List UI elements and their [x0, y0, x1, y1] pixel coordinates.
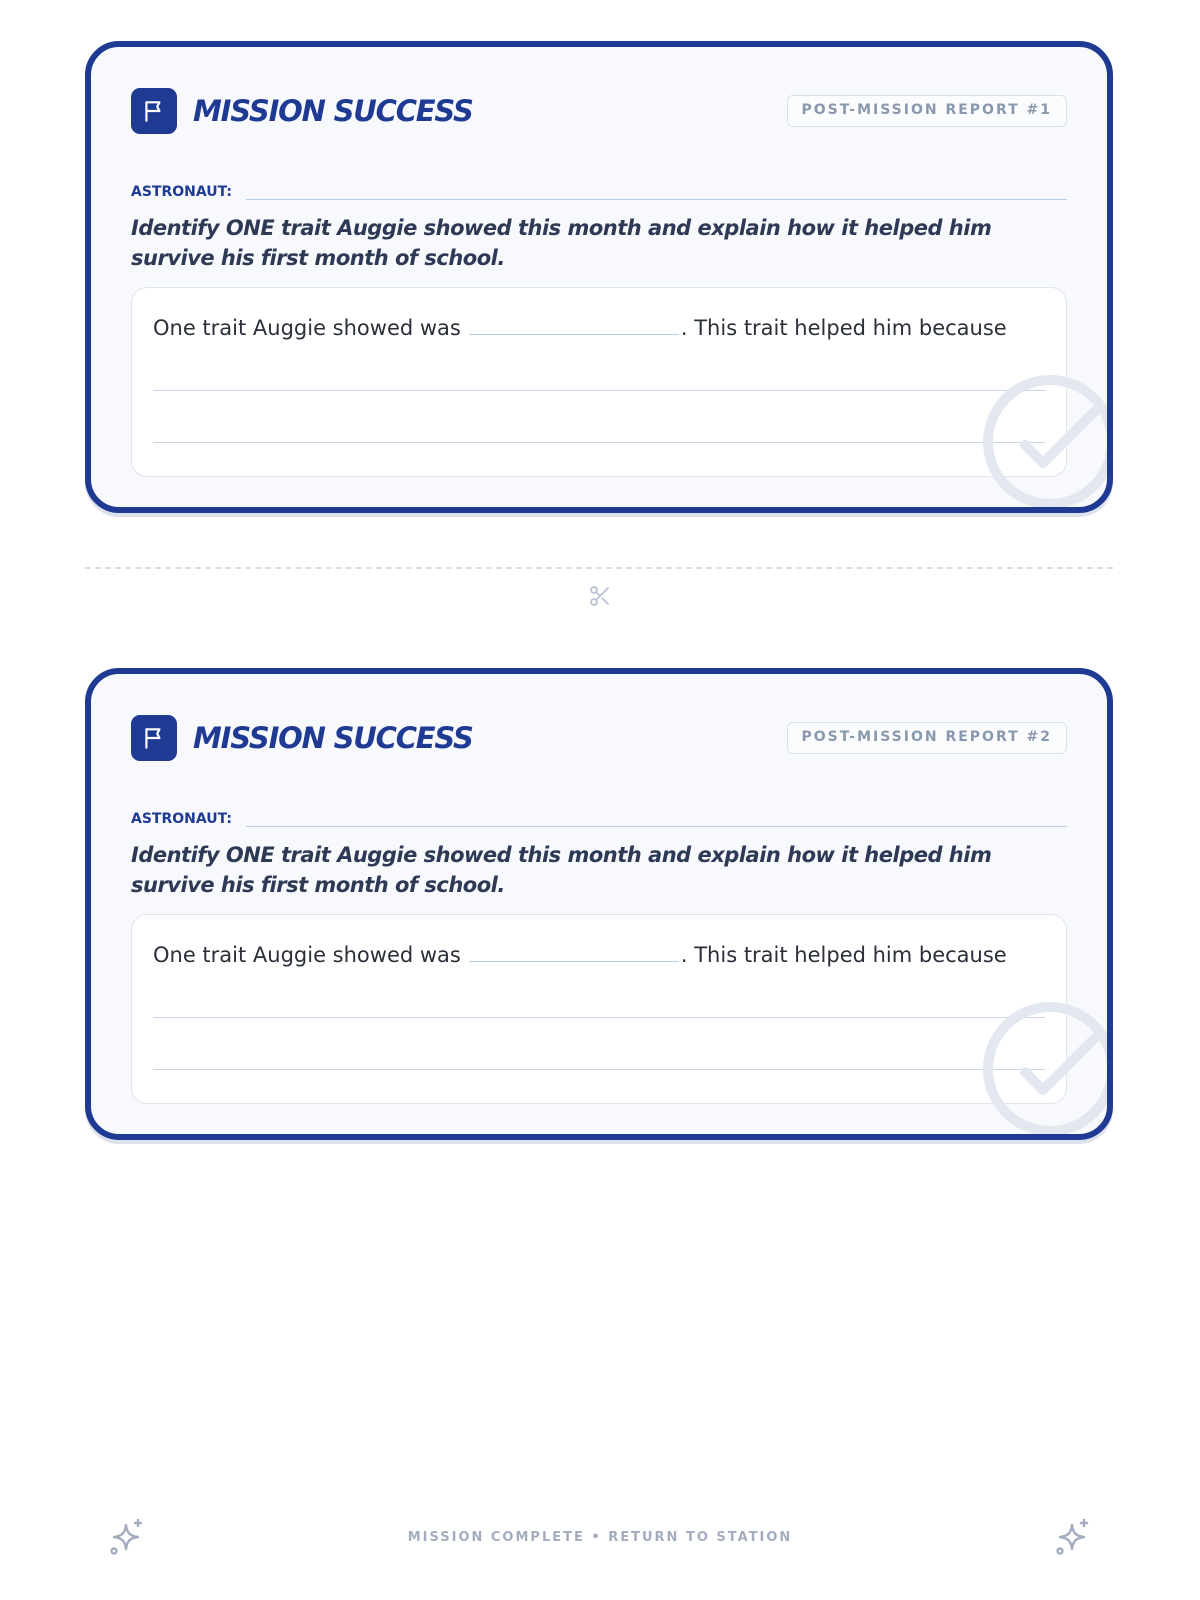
writing-line[interactable]: [153, 1017, 1045, 1018]
sentence-end: . This trait helped him because: [680, 316, 1007, 340]
astronaut-label: ASTRONAUT:: [131, 811, 233, 827]
flag-icon: [131, 88, 177, 134]
astronaut-label: ASTRONAUT:: [131, 184, 233, 200]
card-header: [131, 87, 473, 135]
report-number-badge: POST-MISSION REPORT #2: [787, 722, 1067, 754]
cut-line: [85, 567, 1113, 569]
question-prompt: Identify ONE trait Auggie showed this month and explain how it helped him survive his first month of school.: [131, 843, 992, 897]
sentence-start: One trait Auggie showed was: [153, 316, 461, 340]
astronaut-name-line[interactable]: [246, 199, 1067, 200]
trait-blank[interactable]: [469, 961, 679, 962]
question-prompt: Identify ONE trait Auggie showed this month and explain how it helped him survive his first month of school.: [131, 216, 992, 270]
check-circle-icon: [975, 994, 1113, 1140]
check-circle-icon: [975, 367, 1113, 513]
sparkle-icon: [1052, 1518, 1092, 1558]
mission-card-2: [85, 668, 1113, 1140]
writing-line[interactable]: [153, 390, 1045, 391]
card-header: [131, 714, 473, 762]
report-number-badge: POST-MISSION REPORT #1: [787, 95, 1067, 127]
card-title: MISSION SUCCESS: [193, 721, 473, 755]
writing-line[interactable]: [153, 442, 1045, 443]
mission-card-1: [85, 41, 1113, 513]
answer-box: [131, 287, 1067, 477]
footer-text: MISSION COMPLETE • RETURN TO STATION: [407, 1530, 793, 1545]
sentence-start: One trait Auggie showed was: [153, 943, 461, 967]
sentence-frame: [153, 316, 1007, 340]
astronaut-row: [131, 172, 1067, 202]
astronaut-row: [131, 799, 1067, 829]
sentence-end: . This trait helped him because: [680, 943, 1007, 967]
writing-line[interactable]: [153, 1069, 1045, 1070]
astronaut-name-line[interactable]: [246, 826, 1067, 827]
card-title: MISSION SUCCESS: [193, 94, 473, 128]
trait-blank[interactable]: [469, 334, 679, 335]
flag-icon: [131, 715, 177, 761]
sentence-frame: [153, 943, 1007, 967]
scissors-icon: [588, 584, 612, 608]
answer-box: [131, 914, 1067, 1104]
